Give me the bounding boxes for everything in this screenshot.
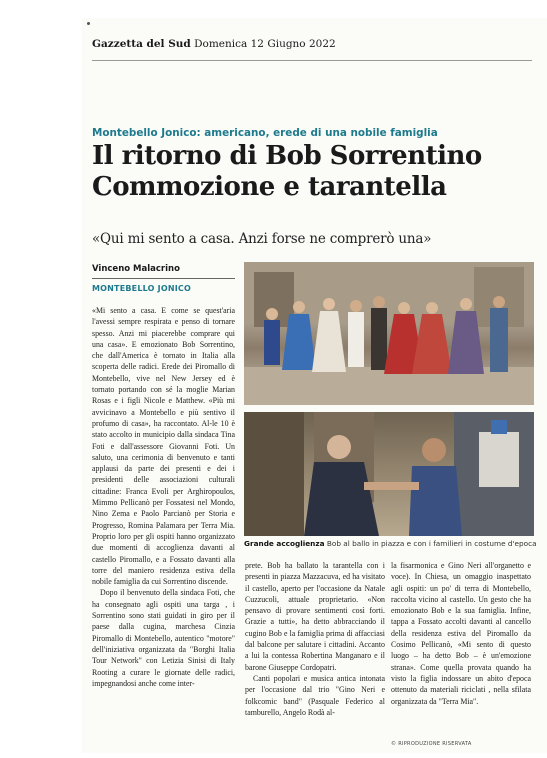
text-column-3 xyxy=(391,560,531,707)
corner-dot xyxy=(87,22,90,25)
caption-text: Bob al ballo in piazza e con i familieri in costume d'epoca xyxy=(326,539,537,548)
text-column-2 xyxy=(245,560,385,718)
header-rule xyxy=(92,60,532,61)
byline-rule xyxy=(92,278,235,279)
article-subtitle: «Qui mi sento a casa. Anzi forse ne comprerò una» xyxy=(92,231,432,247)
costume-group-illustration xyxy=(244,262,534,405)
article-title xyxy=(92,141,542,203)
photo-greeting xyxy=(244,412,534,536)
title-line-1: Il ritorno di Bob Sorrentino xyxy=(92,141,482,171)
dateline-place: MONTEBELLO JONICO xyxy=(92,284,191,293)
copyright-notice: © RIPRODUZIONE RISERVATA xyxy=(391,741,472,747)
text-column-1 xyxy=(92,305,235,689)
issue-date: Domenica 12 Giugno 2022 xyxy=(194,38,336,50)
article-kicker: Montebello Jonico: americano, erede di una nobile famiglia xyxy=(92,127,438,139)
paragraph: Dopo il benvenuto della sindaca Foti, che ha consegnato agli ospiti una targa , i Sorrentino sono stati guidati in giro per il paese dalla cugina, marchesa Cinzia Piromallo di Montebello, autentico "motore" dell'iniziativa organizzata da "Borghi Italia Tour Network" con Letizia Sinisi di Italy Rooting a curare le giornate delle radici, impegnandosi anche come inter- xyxy=(92,588,235,688)
newspaper-header xyxy=(92,38,336,50)
paragraph: la fisarmonica e Gino Neri all'organetto e voce). In Chiesa, un omaggio inaspettato agli ospiti: un po' di terra di Montebello, raccolta vicino al castello. Un gesto che ha emozionato Bob e la sua famiglia. Infine, tappa a Fossato accolti davanti al cancello della residenza estiva del Piromallo da Cosimo Pellicanò, «Mi sento di questo luogo – ha detto Bob – è un'emozione strana». Come quella provata quando ha visto la figlia indossare un abito d'epoca ottenuto da materiali riciclati , nella sfilata organizzata da "Terra Mia". xyxy=(391,561,531,706)
photo-caption xyxy=(244,539,537,548)
paragraph: «Mi sento a casa. E come se quest'aria l'avessi sempre respirata e penso di tornare spesso. Anzi mi piacerebbe comprare qui una casa». E emozionato Bob Sorrentino, che dall'America è tornato in Italia alla scoperta delle radici. Erede dei Piromallo di Montebello, vive nel New Jersey ed è tornato portando con sé la moglie Marian Rosas e i figli Nicole e Matthew. «Più mi avvicinavo a Montebello e più sentivo il profumo di casa», ha raccontato. Al-le 10 è stato accolto in municipio dalla sindaca Tina Foti e dall'assessore Giovanni Foti. Un saluto, una cerimonia di benvenuto e tanti applausi da parte dei presenti e dei i presidenti delle associazioni culturali cittadine: Franca Evoli per Arghiropoulos, Mimmo Pellicanò per Fossatesi nel Mondo, Nino Zema e Paolo Parcianò per Storia e Progresso, Romina Palamara per Terra Mia. Proprio loro per gli ospiti hanno organizzato due momenti di accoglienza davanti al castello Piromallo, e a Fossato davanti alla torre del maniero residenza estiva della nobile famiglia da cui Sorrentino discende. xyxy=(92,306,235,587)
photo-costume-group xyxy=(244,262,534,405)
newspaper-name: Gazzetta del Sud xyxy=(92,38,191,50)
author-byline: Vinceno Malacrino xyxy=(92,264,180,274)
caption-lead: Grande accoglienza xyxy=(244,539,325,548)
paragraph: prete. Bob ha ballato la tarantella con i presenti in piazza Mazzacuva, ed ha visitato il castello, aperto per l'occasione da Natale Cuzzucoli, attuale proprietario. «Non pensavo di provare sentimenti così forti. Grazie a tutti», ha detto abbracciando il cugino Bob e la famiglia prima di affacciasi dal balcone per salutare i cittadini. Accanto a lui la contessa Robertina Manganaro e il barone Giuseppe Cordopatri. xyxy=(245,561,385,672)
greeting-illustration xyxy=(244,412,534,536)
title-line-2: Commozione e tarantella xyxy=(92,172,447,202)
paragraph: Canti popolari e musica antica intonata per l'occasione dal trio "Gino Neri e folkcomic band" (Pasquale Federico al tamburello, Angelo Rodà al- xyxy=(245,673,385,717)
